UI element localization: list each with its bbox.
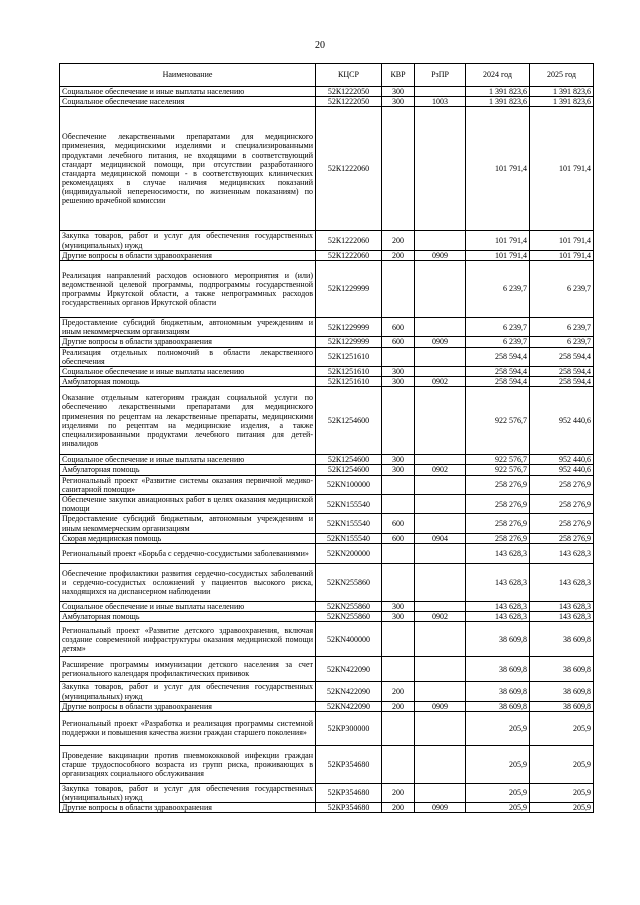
cell-rzpr: [415, 682, 466, 701]
cell-rzpr: [415, 601, 466, 611]
cell-kcsr: 52КN255860: [316, 612, 382, 622]
cell-2024: 6 239,7: [466, 260, 530, 317]
column-header-kvr: КВР: [382, 64, 415, 87]
cell-rzpr: [415, 657, 466, 682]
page-number: 20: [315, 40, 325, 51]
cell-kcsr: 52К1254600: [316, 387, 382, 455]
table-row: [60, 465, 594, 475]
cell-rzpr: [415, 783, 466, 802]
cell-kcsr: 52К1229999: [316, 337, 382, 347]
cell-2024: 258 276,9: [466, 495, 530, 514]
cell-2025: 1 391 823,6: [530, 97, 594, 107]
cell-kcsr: 52К1229999: [316, 317, 382, 336]
cell-kcsr: 52КN422090: [316, 701, 382, 711]
cell-kcsr: 52КN100000: [316, 475, 382, 494]
cell-2025: 6 239,7: [530, 337, 594, 347]
cell-kvr: [382, 563, 415, 601]
cell-kcsr: 52КN155540: [316, 495, 382, 514]
cell-2025: 6 239,7: [530, 260, 594, 317]
table-header-row: [60, 64, 594, 87]
table-body: [60, 87, 594, 813]
cell-2025: 258 594,4: [530, 366, 594, 376]
cell-rzpr: [415, 87, 466, 97]
cell-2024: 38 609,8: [466, 682, 530, 701]
cell-2024: 258 594,4: [466, 366, 530, 376]
cell-rzpr: [415, 107, 466, 231]
cell-2024: 38 609,8: [466, 701, 530, 711]
cell-2025: 143 628,3: [530, 563, 594, 601]
cell-2025: 952 440,6: [530, 465, 594, 475]
cell-rzpr: [415, 317, 466, 336]
cell-name: Социальное обеспечение и иные выплаты населению: [60, 87, 316, 97]
cell-kvr: 300: [382, 377, 415, 387]
cell-name: Закупка товаров, работ и услуг для обеспечения государственных (муниципальных) нужд: [60, 682, 316, 701]
cell-kvr: [382, 711, 415, 745]
cell-rzpr: [415, 514, 466, 533]
cell-kcsr: 52К1254600: [316, 465, 382, 475]
cell-kcsr: 52К1222060: [316, 250, 382, 260]
cell-kcsr: 52КN200000: [316, 543, 382, 563]
cell-name: Закупка товаров, работ и услуг для обеспечения государственных (муниципальных) нужд: [60, 231, 316, 250]
cell-2024: 6 239,7: [466, 317, 530, 336]
table-row: [60, 475, 594, 494]
table-row: [60, 657, 594, 682]
cell-name: Реализация отдельных полномочий в области лекарственного обеспечения: [60, 347, 316, 366]
cell-name: Другие вопросы в области здравоохранения: [60, 803, 316, 813]
cell-2024: 101 791,4: [466, 250, 530, 260]
cell-2025: 101 791,4: [530, 250, 594, 260]
cell-kcsr: 52КN255860: [316, 601, 382, 611]
cell-2025: 38 609,8: [530, 682, 594, 701]
cell-2025: 143 628,3: [530, 601, 594, 611]
cell-name: Скорая медицинская помощь: [60, 533, 316, 543]
cell-2024: 922 576,7: [466, 465, 530, 475]
cell-rzpr: [415, 366, 466, 376]
cell-2024: 205,9: [466, 783, 530, 802]
cell-kvr: [382, 260, 415, 317]
cell-name: Амбулаторная помощь: [60, 465, 316, 475]
cell-kvr: [382, 347, 415, 366]
cell-name: Обеспечение закупки авиационных работ в целях оказания медицинской помощи: [60, 495, 316, 514]
cell-kvr: 600: [382, 533, 415, 543]
column-header-name: Наименование: [60, 64, 316, 87]
cell-name: Обеспечение лекарственными препаратами для медицинского применения, медицинскими изделиями и специализированными продуктами лечебного питания, не входящими в соответствующий стандарт медицинской помощи, при отсутствии разработанного стандарта медицинской помощи - в соответствующих клинических рекомендациях в случае наличия медицинских показаний (индивидуальной непереносимости, по жизненным показаниям) по решению врачебной комиссии: [60, 107, 316, 231]
cell-2024: 101 791,4: [466, 107, 530, 231]
cell-2024: 143 628,3: [466, 601, 530, 611]
cell-name: Амбулаторная помощь: [60, 377, 316, 387]
cell-rzpr: 1003: [415, 97, 466, 107]
cell-2025: 205,9: [530, 783, 594, 802]
cell-2025: 258 594,4: [530, 377, 594, 387]
cell-kvr: [382, 657, 415, 682]
table-row: [60, 387, 594, 455]
cell-2024: 922 576,7: [466, 455, 530, 465]
table-row: [60, 495, 594, 514]
table-row: [60, 455, 594, 465]
cell-kcsr: 52КР354680: [316, 783, 382, 802]
cell-kcsr: 52К1251610: [316, 366, 382, 376]
cell-rzpr: [415, 260, 466, 317]
table-row: [60, 87, 594, 97]
cell-name: Социальное обеспечение и иные выплаты населению: [60, 366, 316, 376]
table-row: [60, 701, 594, 711]
column-header-kcsr: КЦСР: [316, 64, 382, 87]
cell-rzpr: 0902: [415, 612, 466, 622]
cell-kcsr: 52КР354680: [316, 803, 382, 813]
cell-rzpr: [415, 231, 466, 250]
cell-kvr: [382, 622, 415, 657]
cell-name: Социальное обеспечение и иные выплаты населению: [60, 601, 316, 611]
cell-kcsr: 52К1251610: [316, 347, 382, 366]
cell-rzpr: 0902: [415, 377, 466, 387]
table-row: [60, 250, 594, 260]
cell-rzpr: [415, 495, 466, 514]
cell-2024: 258 594,4: [466, 377, 530, 387]
cell-name: Оказание отдельным категориям граждан социальной услуги по обеспечению лекарственными препаратами для медицинского применения по рецептам на лекарственные препараты, медицинскими изделиями по рецептам на медицинские изделия, а также специализированными продуктами лечебного питания для детей-инвалидов: [60, 387, 316, 455]
cell-2025: 205,9: [530, 803, 594, 813]
table-row: [60, 533, 594, 543]
cell-2025: 258 594,4: [530, 347, 594, 366]
cell-2025: 38 609,8: [530, 701, 594, 711]
cell-2025: 6 239,7: [530, 317, 594, 336]
cell-2024: 205,9: [466, 803, 530, 813]
cell-rzpr: [415, 387, 466, 455]
cell-2025: 143 628,3: [530, 543, 594, 563]
cell-name: Предоставление субсидий бюджетным, автономным учреждениям и иным некоммерческим организациям: [60, 317, 316, 336]
cell-name: Амбулаторная помощь: [60, 612, 316, 622]
cell-kcsr: 52КN422090: [316, 682, 382, 701]
cell-name: Другие вопросы в области здравоохранения: [60, 250, 316, 260]
table-row: [60, 622, 594, 657]
cell-2025: 38 609,8: [530, 622, 594, 657]
table-row: [60, 543, 594, 563]
cell-kvr: 200: [382, 803, 415, 813]
cell-rzpr: 0909: [415, 803, 466, 813]
cell-kvr: 600: [382, 317, 415, 336]
cell-kcsr: 52КN155540: [316, 533, 382, 543]
cell-rzpr: 0909: [415, 337, 466, 347]
cell-kcsr: 52КР300000: [316, 711, 382, 745]
table-row: [60, 514, 594, 533]
cell-kvr: 200: [382, 231, 415, 250]
cell-name: Региональный проект «Борьба с сердечно-сосудистыми заболеваниями»: [60, 543, 316, 563]
cell-rzpr: 0902: [415, 465, 466, 475]
table-row: [60, 107, 594, 231]
cell-2025: 101 791,4: [530, 231, 594, 250]
cell-name: Проведение вакцинации против пневмококковой инфекции граждан старше трудоспособного возраста из групп риска, проживающих в организациях социального обслуживания: [60, 745, 316, 783]
cell-2024: 1 391 823,6: [466, 87, 530, 97]
cell-2024: 143 628,3: [466, 543, 530, 563]
table-row: [60, 745, 594, 783]
table-row: [60, 711, 594, 745]
column-header-2025: 2025 год: [530, 64, 594, 87]
table-row: [60, 317, 594, 336]
cell-kvr: 300: [382, 87, 415, 97]
cell-name: Региональный проект «Развитие системы оказания первичной медико-санитарной помощи»: [60, 475, 316, 494]
cell-name: Обеспечение профилактики развития сердечно-сосудистых заболеваний и сердечно-сосудистых осложнений у пациентов высокого риска, находящихся на диспансерном наблюдении: [60, 563, 316, 601]
table-row: [60, 682, 594, 701]
cell-name: Другие вопросы в области здравоохранения: [60, 701, 316, 711]
cell-kcsr: 52К1229999: [316, 260, 382, 317]
table-row: [60, 231, 594, 250]
cell-kcsr: 52КР354680: [316, 745, 382, 783]
cell-2025: 205,9: [530, 711, 594, 745]
cell-2025: 258 276,9: [530, 495, 594, 514]
cell-kvr: [382, 543, 415, 563]
cell-name: Региональный проект «Развитие детского здравоохранения, включая создание современной инфраструктуры оказания медицинской помощи детям»: [60, 622, 316, 657]
cell-kvr: 300: [382, 612, 415, 622]
cell-kcsr: 52К1222060: [316, 107, 382, 231]
cell-2025: 258 276,9: [530, 475, 594, 494]
cell-2025: 101 791,4: [530, 107, 594, 231]
cell-kvr: 200: [382, 250, 415, 260]
cell-rzpr: [415, 347, 466, 366]
cell-rzpr: [415, 745, 466, 783]
cell-kcsr: 52К1222060: [316, 231, 382, 250]
cell-kvr: 300: [382, 366, 415, 376]
cell-kvr: 600: [382, 337, 415, 347]
cell-kvr: [382, 495, 415, 514]
cell-2025: 952 440,6: [530, 387, 594, 455]
cell-kcsr: 52КN155540: [316, 514, 382, 533]
cell-kvr: 300: [382, 455, 415, 465]
cell-kcsr: 52К1251610: [316, 377, 382, 387]
table-row: [60, 337, 594, 347]
cell-rzpr: [415, 543, 466, 563]
cell-2024: 38 609,8: [466, 657, 530, 682]
cell-rzpr: [415, 711, 466, 745]
cell-kvr: 200: [382, 783, 415, 802]
cell-rzpr: [415, 622, 466, 657]
cell-name: Социальное обеспечение и иные выплаты населению: [60, 455, 316, 465]
cell-kvr: 600: [382, 514, 415, 533]
cell-2024: 922 576,7: [466, 387, 530, 455]
cell-name: Расширение программы иммунизации детского населения за счет регионального календаря профилактических прививок: [60, 657, 316, 682]
cell-kcsr: 52К1222050: [316, 97, 382, 107]
cell-2024: 205,9: [466, 745, 530, 783]
table-row: [60, 97, 594, 107]
table-row: [60, 366, 594, 376]
cell-kvr: [382, 107, 415, 231]
cell-kcsr: 52КN422090: [316, 657, 382, 682]
table-row: [60, 347, 594, 366]
cell-2024: 143 628,3: [466, 612, 530, 622]
table-row: [60, 612, 594, 622]
cell-2024: 143 628,3: [466, 563, 530, 601]
cell-rzpr: [415, 475, 466, 494]
cell-2024: 258 276,9: [466, 533, 530, 543]
cell-2025: 143 628,3: [530, 612, 594, 622]
cell-kvr: 200: [382, 682, 415, 701]
cell-2024: 38 609,8: [466, 622, 530, 657]
column-header-2024: 2024 год: [466, 64, 530, 87]
cell-2024: 205,9: [466, 711, 530, 745]
cell-name: Реализация направлений расходов основного мероприятия и (или) ведомственной целевой программы, подпрограммы государственной программы Иркутской области, а также непрограммных расходов государственных органов Иркутской области: [60, 260, 316, 317]
cell-2024: 258 594,4: [466, 347, 530, 366]
cell-2025: 952 440,6: [530, 455, 594, 465]
cell-2025: 205,9: [530, 745, 594, 783]
table-row: [60, 803, 594, 813]
cell-2024: 258 276,9: [466, 514, 530, 533]
cell-2025: 1 391 823,6: [530, 87, 594, 97]
budget-table: [59, 63, 594, 813]
cell-kvr: 300: [382, 601, 415, 611]
cell-kvr: 300: [382, 465, 415, 475]
cell-name: Закупка товаров, работ и услуг для обеспечения государственных (муниципальных) нужд: [60, 783, 316, 802]
cell-kcsr: 52К1222050: [316, 87, 382, 97]
cell-kvr: [382, 387, 415, 455]
cell-kcsr: 52КN255860: [316, 563, 382, 601]
cell-rzpr: [415, 455, 466, 465]
table-row: [60, 377, 594, 387]
cell-rzpr: 0909: [415, 701, 466, 711]
cell-kvr: [382, 745, 415, 783]
cell-kvr: 300: [382, 97, 415, 107]
cell-2024: 6 239,7: [466, 337, 530, 347]
cell-kvr: 200: [382, 701, 415, 711]
cell-kvr: [382, 475, 415, 494]
cell-2025: 38 609,8: [530, 657, 594, 682]
cell-2025: 258 276,9: [530, 514, 594, 533]
table-row: [60, 601, 594, 611]
cell-name: Другие вопросы в области здравоохранения: [60, 337, 316, 347]
table-row: [60, 563, 594, 601]
cell-name: Региональный проект «Разработка и реализация программы системной поддержки и повышения качества жизни граждан старшего поколения»: [60, 711, 316, 745]
cell-name: Предоставление субсидий бюджетным, автономным учреждениям и иным некоммерческим организациям: [60, 514, 316, 533]
cell-2025: 258 276,9: [530, 533, 594, 543]
cell-rzpr: 0909: [415, 250, 466, 260]
cell-rzpr: 0904: [415, 533, 466, 543]
cell-2024: 258 276,9: [466, 475, 530, 494]
cell-kcsr: 52КN400000: [316, 622, 382, 657]
cell-name: Социальное обеспечение населения: [60, 97, 316, 107]
column-header-rzpr: РзПР: [415, 64, 466, 87]
cell-2024: 101 791,4: [466, 231, 530, 250]
table-row: [60, 260, 594, 317]
cell-2024: 1 391 823,6: [466, 97, 530, 107]
table-row: [60, 783, 594, 802]
cell-rzpr: [415, 563, 466, 601]
cell-kcsr: 52К1254600: [316, 455, 382, 465]
